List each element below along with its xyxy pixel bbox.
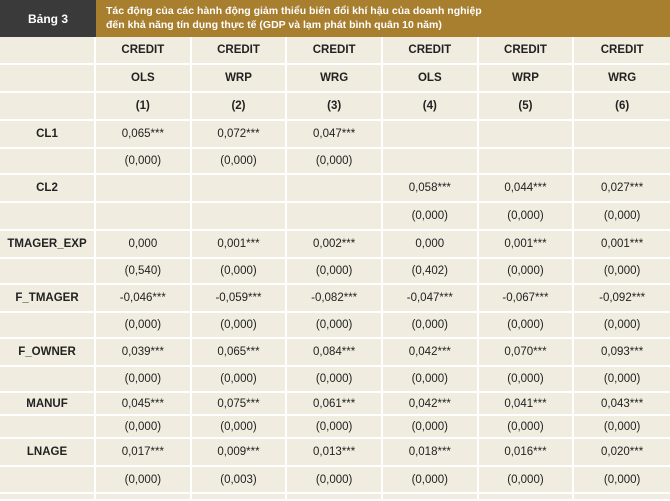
coefficient-cell — [192, 175, 288, 203]
coefficient-cell: (0,000) — [287, 313, 383, 339]
header-cell: CREDIT — [96, 37, 192, 65]
table-row — [0, 467, 670, 494]
variable-name-cell — [0, 367, 96, 393]
coefficient-cell: (0,000) — [383, 467, 479, 494]
coefficient-cell: (0,000) — [287, 367, 383, 393]
coefficient-cell: (0,000) — [479, 313, 575, 339]
coefficient-cell: (0,000) — [192, 149, 288, 175]
coefficient-cell: 0,061*** — [287, 393, 383, 416]
variable-name-cell — [0, 494, 96, 501]
coefficient-cell: (0,000) — [574, 259, 670, 285]
header-cell: (1) — [96, 93, 192, 121]
header-cell: CREDIT — [574, 37, 670, 65]
coefficient-cell: 0,093*** — [574, 339, 670, 367]
coefficient-cell: 0,000 — [383, 231, 479, 259]
coefficient-cell: (0,000) — [574, 416, 670, 439]
coefficient-cell: (0,000) — [287, 467, 383, 494]
table-row — [0, 416, 670, 439]
coefficient-cell — [479, 149, 575, 175]
coefficient-cell: (0,000) — [96, 149, 192, 175]
coefficient-cell: 0,044*** — [479, 175, 575, 203]
header-cell: OLS — [383, 65, 479, 93]
coefficient-cell: (0,000) — [192, 367, 288, 393]
header-row-label-cell — [0, 65, 96, 93]
header-cell: CREDIT — [383, 37, 479, 65]
header-cell: (6) — [574, 93, 670, 121]
coefficient-cell: 0,047*** — [287, 121, 383, 149]
table-title-line-1: Tác động của các hành động giảm thiểu biến đổi khí hậu của doanh nghiệp — [106, 5, 482, 17]
coefficient-cell: 0,084*** — [287, 339, 383, 367]
coefficient-cell: (0,000) — [192, 259, 288, 285]
coefficient-cell: 0,043*** — [574, 393, 670, 416]
coefficient-cell — [287, 175, 383, 203]
coefficient-cell: 0,020*** — [574, 439, 670, 467]
coefficient-cell: (0,000) — [287, 259, 383, 285]
coefficient-cell: 0,001*** — [479, 231, 575, 259]
coefficient-cell: 0,042*** — [383, 339, 479, 367]
coefficient-cell — [96, 203, 192, 231]
coefficient-cell: (0,000) — [479, 259, 575, 285]
coefficient-cell: 0,009*** — [192, 439, 288, 467]
coefficient-cell: 0,072*** — [192, 121, 288, 149]
header-cell: CREDIT — [287, 37, 383, 65]
coefficient-cell: (0,000) — [192, 416, 288, 439]
coefficient-cell: 0,065*** — [192, 339, 288, 367]
header-cell: WRG — [574, 65, 670, 93]
coefficient-cell: -0,047*** — [383, 285, 479, 313]
header-cell: (4) — [383, 93, 479, 121]
variable-name-cell: MANUF — [0, 393, 96, 416]
coefficient-cell: (0,000) — [479, 467, 575, 494]
regression-table — [0, 37, 670, 501]
header-cell: CREDIT — [192, 37, 288, 65]
coefficient-cell: (0,000) — [383, 367, 479, 393]
coefficient-cell — [287, 203, 383, 231]
coefficient-cell — [96, 494, 192, 501]
coefficient-cell: 0,013*** — [287, 439, 383, 467]
table-header — [0, 0, 670, 37]
header-row-label-cell — [0, 37, 96, 65]
table-label: Bảng 3 — [0, 0, 96, 37]
coefficient-cell: (0,000) — [479, 416, 575, 439]
table-row — [0, 494, 670, 501]
variable-name-cell: TMAGER_EXP — [0, 231, 96, 259]
header-cell: (3) — [287, 93, 383, 121]
header-cell: WRG — [287, 65, 383, 93]
coefficient-cell: (0,000) — [383, 203, 479, 231]
coefficient-cell — [96, 175, 192, 203]
table-row — [0, 149, 670, 175]
variable-name-cell — [0, 203, 96, 231]
coefficient-cell — [287, 494, 383, 501]
coefficient-cell: 0,018*** — [383, 439, 479, 467]
coefficient-cell: (0,003) — [192, 467, 288, 494]
header-cell: WRP — [192, 65, 288, 93]
header-cell: (5) — [479, 93, 575, 121]
coefficient-cell: (0,000) — [574, 203, 670, 231]
coefficient-cell: -0,059*** — [192, 285, 288, 313]
coefficient-cell: 0,042*** — [383, 393, 479, 416]
coefficient-cell: -0,067*** — [479, 285, 575, 313]
coefficient-cell: (0,000) — [479, 203, 575, 231]
coefficient-cell — [192, 203, 288, 231]
table-row — [0, 285, 670, 313]
coefficient-cell: 0,017*** — [96, 439, 192, 467]
coefficient-cell — [383, 494, 479, 501]
table-row — [0, 367, 670, 393]
variable-name-cell — [0, 149, 96, 175]
coefficient-cell — [574, 149, 670, 175]
coefficient-cell: (0,000) — [574, 467, 670, 494]
coefficient-cell: (0,000) — [96, 313, 192, 339]
header-cell: OLS — [96, 65, 192, 93]
coefficient-cell: 0,016*** — [479, 439, 575, 467]
coefficient-cell: (0,402) — [383, 259, 479, 285]
variable-name-cell — [0, 467, 96, 494]
coefficient-cell — [383, 149, 479, 175]
variable-name-cell: CL2 — [0, 175, 96, 203]
coefficient-cell: (0,000) — [96, 416, 192, 439]
table-row — [0, 259, 670, 285]
coefficient-cell: (0,000) — [383, 313, 479, 339]
header-row — [0, 37, 670, 65]
coefficient-cell — [479, 121, 575, 149]
header-cell: WRP — [479, 65, 575, 93]
coefficient-cell: (0,000) — [192, 313, 288, 339]
coefficient-cell: 0,000 — [96, 231, 192, 259]
coefficient-cell — [479, 494, 575, 501]
coefficient-cell — [383, 121, 479, 149]
variable-name-cell: F_OWNER — [0, 339, 96, 367]
coefficient-cell: (0,000) — [96, 367, 192, 393]
table-row — [0, 313, 670, 339]
variable-name-cell — [0, 313, 96, 339]
header-row-label-cell — [0, 93, 96, 121]
coefficient-cell: 0,070*** — [479, 339, 575, 367]
coefficient-cell — [574, 121, 670, 149]
table-row — [0, 203, 670, 231]
coefficient-cell: 0,027*** — [574, 175, 670, 203]
coefficient-cell: 0,001*** — [574, 231, 670, 259]
coefficient-cell: 0,075*** — [192, 393, 288, 416]
header-row — [0, 93, 670, 121]
coefficient-cell: -0,082*** — [287, 285, 383, 313]
table-title — [96, 0, 670, 37]
coefficient-cell: (0,000) — [383, 416, 479, 439]
coefficient-cell: 0,001*** — [192, 231, 288, 259]
coefficient-cell: 0,039*** — [96, 339, 192, 367]
coefficient-cell: 0,065*** — [96, 121, 192, 149]
coefficient-cell: 0,002*** — [287, 231, 383, 259]
variable-name-cell — [0, 259, 96, 285]
coefficient-cell: (0,000) — [96, 467, 192, 494]
coefficient-cell: (0,000) — [574, 367, 670, 393]
table-row — [0, 231, 670, 259]
coefficient-cell: -0,092*** — [574, 285, 670, 313]
coefficient-cell: (0,000) — [479, 367, 575, 393]
coefficient-cell: 0,058*** — [383, 175, 479, 203]
table-row — [0, 121, 670, 149]
table-title-line-2: đến khả năng tín dụng thực tế (GDP và lạm phát bình quân 10 năm) — [106, 19, 442, 31]
table-row — [0, 439, 670, 467]
coefficient-cell: (0,000) — [574, 313, 670, 339]
coefficient-cell: (0,540) — [96, 259, 192, 285]
header-cell: CREDIT — [479, 37, 575, 65]
coefficient-cell: (0,000) — [287, 416, 383, 439]
header-row — [0, 65, 670, 93]
coefficient-cell: 0,041*** — [479, 393, 575, 416]
table-row — [0, 393, 670, 416]
variable-name-cell: F_TMAGER — [0, 285, 96, 313]
coefficient-cell — [192, 494, 288, 501]
header-cell: (2) — [192, 93, 288, 121]
variable-name-cell — [0, 416, 96, 439]
coefficient-cell — [574, 494, 670, 501]
coefficient-cell: (0,000) — [287, 149, 383, 175]
variable-name-cell: LNAGE — [0, 439, 96, 467]
coefficient-cell: 0,045*** — [96, 393, 192, 416]
variable-name-cell: CL1 — [0, 121, 96, 149]
table-row — [0, 339, 670, 367]
coefficient-cell: -0,046*** — [96, 285, 192, 313]
table-row — [0, 175, 670, 203]
